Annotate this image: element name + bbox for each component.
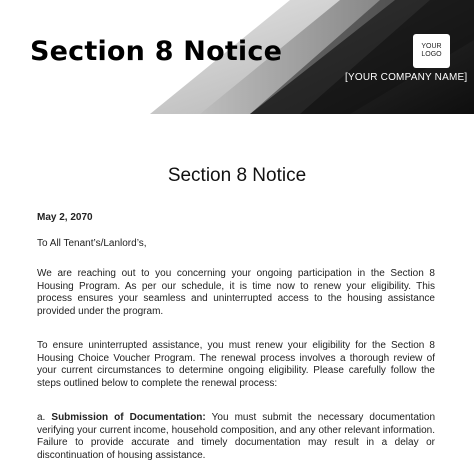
document-title: Section 8 Notice [167,165,307,186]
step-a-heading: Submission of Documentation: [51,412,206,423]
paragraph-renewal: To ensure uninterrupted assistance, you must renew your eligibility for the Section 8 Housing Choice Voucher Program. The renewal process involves a thorough review of your current circumstances to determine ongoing eligibility. Please carefully follow the steps outlined below to complete the renewal process: [37,340,435,389]
document-date: May 2, 2070 [37,212,93,223]
logo-text-line2: LOGO [421,51,442,58]
step-a-marker: a. [37,412,46,423]
logo-text-line1: YOUR [421,43,442,50]
step-a-text: You must submit the necessary documentation verifying your current income, household composition, and any other relevant information. Failure to provide accurate and timely documentation may result in a delay or discontinuation of housing assistance. [37,412,436,461]
company-logo-placeholder [413,34,450,68]
salutation: To All Tenant’s/Lanlord’s, [37,238,147,249]
company-name: [YOUR COMPANY NAME] [345,72,468,83]
header-title: Section 8 Notice [30,36,283,67]
step-a-paragraph [37,412,435,462]
document-header [0,0,474,114]
paragraph-intro: We are reaching out to you concerning your ongoing participation in the Section 8 Housing Program. As per our schedule, it is time now to renew your eligibility. This process ensures your seamless and uninterrupted access to the housing assistance provided under the program. [37,268,435,317]
